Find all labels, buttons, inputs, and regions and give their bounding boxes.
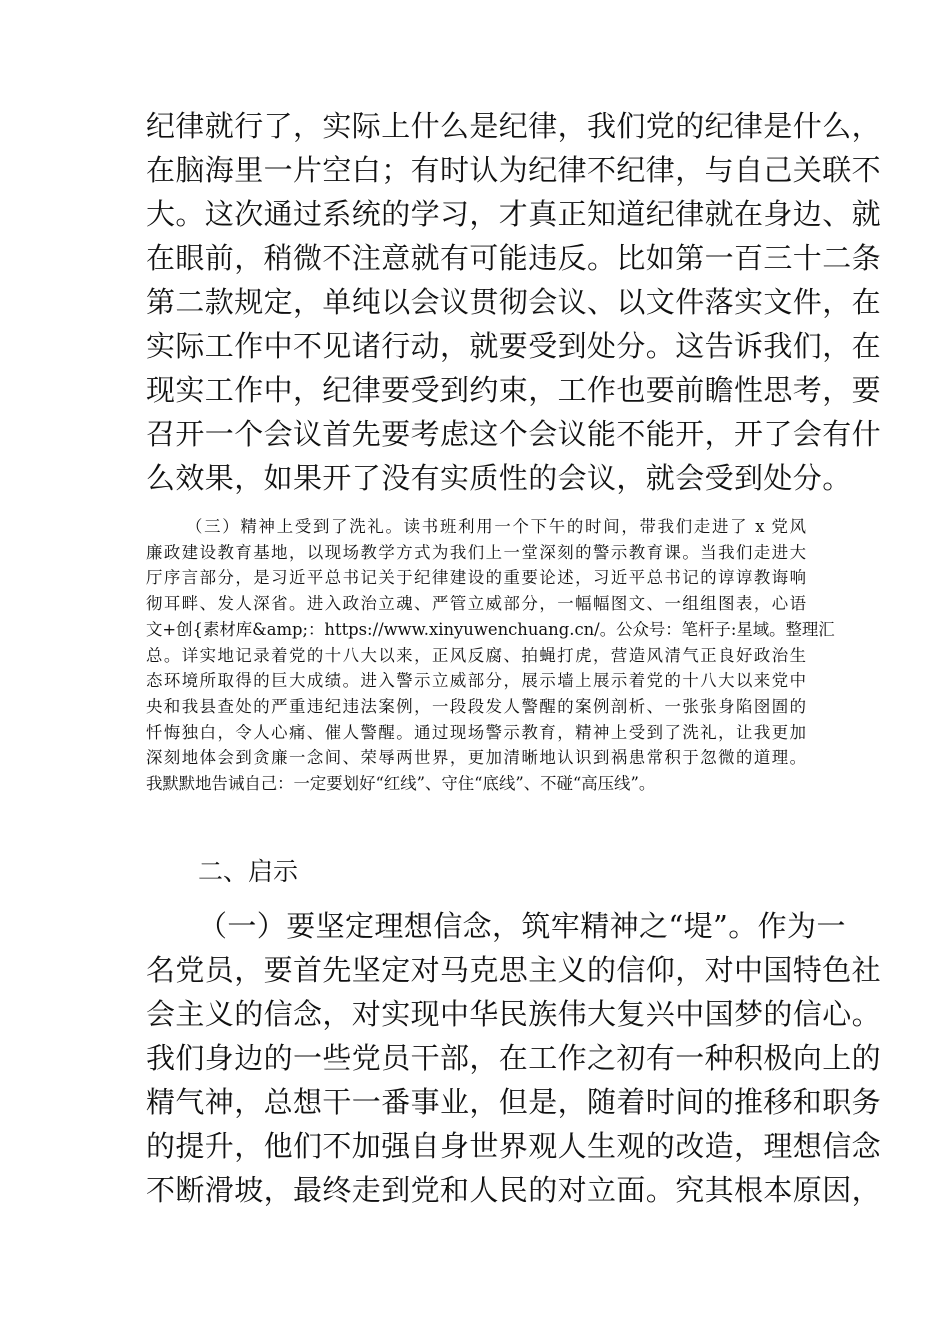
text-line: 实际工作中不见诸行动，就要受到处分。这告诉我们，在 [146,329,882,363]
text-line: 么效果，如果开了没有实质性的会议，就会受到处分。 [146,461,852,495]
text-line: 召开一个会议首先要考虑这个会议能不能开，开了会有什 [146,417,882,451]
section-heading: 二、启示 [198,857,299,886]
text-line: 厅序言部分，是习近平总书记关于纪律建设的重要论述，习近平总书记的谆谆教诲响 [146,568,806,588]
text-line: 我默默地告诫自己：一定要划好“红线”、守住“底线”、不碰“高压线”。 [146,774,656,794]
text-line: 现实工作中，纪律要受到约束，工作也要前瞻性思考，要 [146,373,882,407]
text-line: （三）精神上受到了洗礼。读书班利用一个下午的时间，带我们走进了 x 党风 [186,517,806,536]
text-line: 文+创{素材库&amp;：https://www.xinyuwenchuang.cn/。公众号：笔杆子:星域。整理汇 [146,619,835,639]
text-line: 彻耳畔、发人深省。进入政治立魂、严管立威部分，一幅幅图文、一组组图表，心语 [146,594,806,614]
text-line: 深刻地体会到贪廉一念间、荣辱两世界，更加清晰地认识到祸患常积于忽微的道理。 [146,748,806,768]
text-line: 在眼前，稍微不注意就有可能违反。比如第一百三十二条 [146,241,882,275]
text-line: 第二款规定，单纯以会议贯彻会议、以文件落实文件，在 [146,285,882,319]
text-line: 廉政建设教育基地，以现场教学方式为我们上一堂深刻的警示教育课。当我们走进大 [146,542,806,562]
text-line: 纪律就行了，实际上什么是纪律，我们党的纪律是什么， [146,109,882,143]
paragraph-discipline [146,104,882,500]
text-line: 总。详实地记录着党的十八大以来，正风反腐、拍蝇打虎，营造风清气正良好政治生 [146,645,806,665]
text-line: 不断滑坡，最终走到党和人民的对立面。究其根本原因， [146,1173,882,1207]
text-line: 我们身边的一些党员干部，在工作之初有一种积极向上的 [146,1041,882,1075]
text-line: 在脑海里一片空白；有时认为纪律不纪律，与自己关联不 [146,153,882,187]
text-line: （一）要坚定理想信念，筑牢精神之“堤”。作为一 [198,909,846,943]
text-line: 的提升，他们不加强自身世界观人生观的改造，理想信念 [146,1129,882,1163]
text-line: 名党员，要首先坚定对马克思主义的信仰，对中国特色社 [146,953,882,987]
text-line: 央和我县查处的严重违纪违法案例，一段段发人警醒的案例剖析、一张张身陷囹圄的 [146,696,806,716]
paragraph-spirit [146,514,835,797]
text-line: 会主义的信念，对实现中华民族伟大复兴中国梦的信心。 [146,997,882,1031]
text-line: 态环境所取得的巨大成绩。进入警示立威部分，展示墙上展示着党的十八大以来党中 [146,671,806,691]
paragraph-ideals [146,904,882,1212]
text-line: 大。这次通过系统的学习，才真正知道纪律就在身边、就 [146,197,882,231]
text-line: 忏悔独白，令人心痛、催人警醒。通过现场警示教育，精神上受到了洗礼，让我更加 [146,722,806,742]
text-line: 精气神，总想干一番事业，但是，随着时间的推移和职务 [146,1085,882,1119]
